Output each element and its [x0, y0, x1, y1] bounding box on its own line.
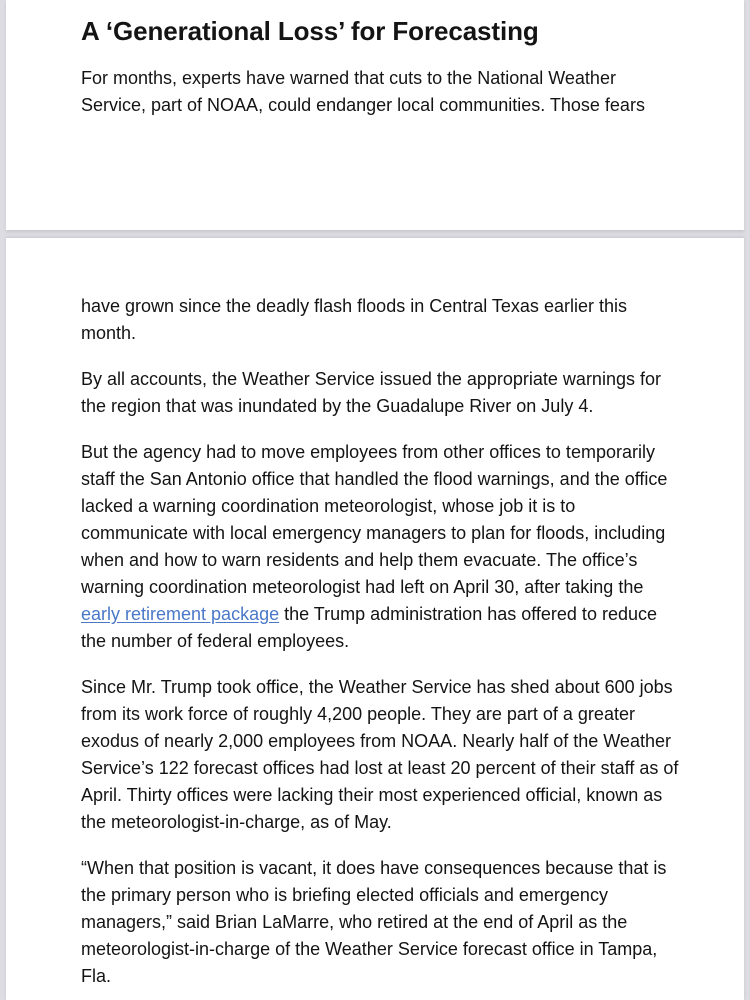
agency-text-after-link: the Trump administration has offered to reduce the number of federal employees. [81, 604, 657, 651]
paragraph-quote: “When that position is vacant, it does have consequences because that is the primary person who is briefing elected officials and emergency managers,” said Brian LaMarre, who retired at the end of April as the meteorologist-in-charge of the Weather Service forecast office in Tampa, Fla. [81, 858, 667, 986]
article-heading: A ‘Generational Loss’ for Forecasting [81, 16, 539, 46]
paragraph-intro: For months, experts have warned that cuts to the National Weather Service, part of NOAA, could endanger local communities. Those fears [81, 68, 645, 115]
paragraph-accounts: By all accounts, the Weather Service issued the appropriate warnings for the region that was inundated by the Guadalupe River on July 4. [81, 369, 661, 416]
page-bottom [6, 238, 744, 1000]
agency-text-before-link: But the agency had to move employees from other offices to temporarily staff the San Antonio office that handled the flood warnings, and the office lacked a warning coordination meteorologist, whose job it is to communicate with local emergency managers to plan for floods, including when and how to warn residents and help them evacuate. The office’s warning coordination meteorologist had left on April 30, after taking the [81, 442, 668, 597]
page-top [6, 0, 744, 230]
early-retirement-link[interactable]: early retirement package [81, 604, 280, 624]
paragraph-since-trump: Since Mr. Trump took office, the Weather Service has shed about 600 jobs from its work force of roughly 4,200 people. They are part of a greater exodus of nearly 2,000 employees from NOAA. Nearly half of the Weather Service’s 122 forecast offices had lost at least 20 percent of their staff as of April. Thirty offices were lacking their most experienced official, known as the meteorologist-in-charge, as of May. [81, 677, 679, 832]
paragraph-continuation: have grown since the deadly flash floods in Central Texas earlier this month. [81, 296, 627, 343]
paragraph-agency [81, 439, 681, 655]
